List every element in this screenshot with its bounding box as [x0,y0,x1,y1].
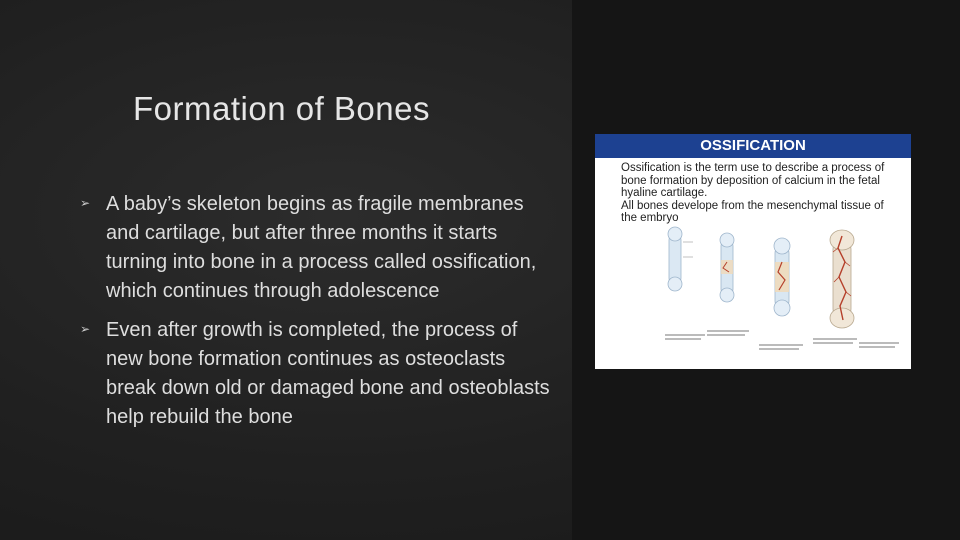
bullet-list [80,190,550,442]
bullet-item [80,316,550,432]
cartilage-model-image [668,227,693,291]
caption-lines [665,330,899,350]
bullet-item [80,190,550,306]
figure-text-1: Ossification is the term use to describe a process of bone formation by deposition of calcium in the fetal hyaline cartilage. [621,162,885,199]
bone-collar-image [720,233,734,302]
ossification-figure [595,134,911,369]
mature-bone-image [830,230,854,328]
arrow-bullet-icon: ➢ [80,196,91,210]
primary-ossification-image [774,238,790,316]
bullet-text: A baby’s skeleton begins as fragile membranes and cartilage, but after three months it starts turning into bone in a process called ossification, which continues through adolescence [106,193,537,302]
figure-header: OSSIFICATION [595,134,911,158]
bullet-text: Even after growth is completed, the process of new bone formation continues as osteoclasts break down old or damaged bone and osteoblasts help rebuild the bone [106,319,550,428]
bone-ossification-illustration [663,222,903,367]
figure-caption [595,158,911,225]
slide-title: Formation of Bones [133,90,430,127]
arrow-bullet-icon: ➢ [80,322,91,336]
figure-text-2: All bones develope from the mesenchymal tissue of the embryo [621,199,884,224]
